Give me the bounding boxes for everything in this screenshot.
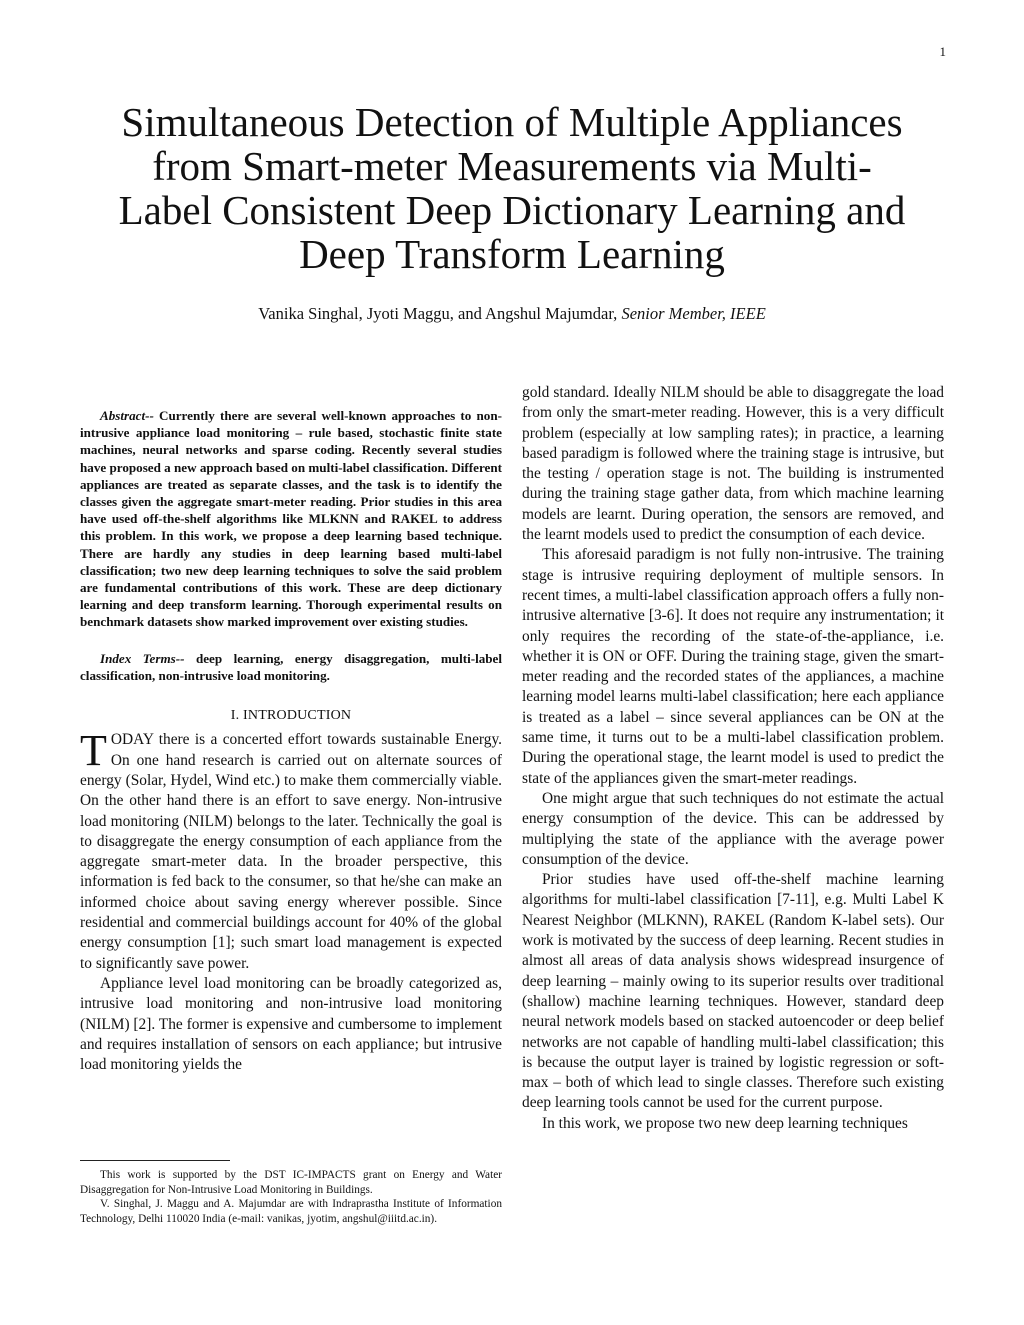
section-title-rest: NTRODUCTION xyxy=(247,708,352,724)
index-terms-text: deep learning, energy disaggregation, multi-label classification, non-intrusive load monitoring. xyxy=(80,650,502,683)
section-number: I. xyxy=(230,708,244,724)
title-line: Deep Transform Learning xyxy=(299,231,725,277)
paper-title xyxy=(80,100,944,276)
right-paragraph-4: Prior studies have used off-the-shelf machine learning algorithms for multi-label classification [7-11], e.g. Multi Label K Nearest Neighbor (MLKNN), RAKEL (Random K-label sets). Our work is motivated by the success of deep learning. Recent studies in almost all areas of data analysis shows widespread insurgence of deep learning – mainly owing to its superior results over traditional (shallow) machine learning techniques. However, standard deep neural network models based on stacked autoencoder or deep belief networks are not capable of handling multi-label classification; this is because the output layer is trained by logistic regression or soft-max – both of which lead to single classes. Therefore such existing deep learning tools cannot be used for the current purpose. xyxy=(522,871,944,1112)
footnotes xyxy=(80,1168,502,1226)
footnote-funding: This work is supported by the DST IC-IMPACTS grant on Energy and Water Disaggregation for Non-Intrusive Load Monitoring in Buildings. xyxy=(80,1169,502,1196)
abstract-text: Currently there are several well-known approaches to non-intrusive appliance load monitoring – rule based, stochastic finite state machines, neural networks and sparse coding. Recently several studies have proposed a new approach based on multi-label classification. Different appliances are treated as separate classes, and the task is to identify the classes given the aggregate smart-meter reading. Prior studies in this area have used off-the-shelf algorithms like MLKNN and RAKEL to address this problem. In this work, we propose a deep learning based technique. There are hardly any studies in deep learning based multi-label classification; two new deep learning techniques to solve the said problem are fundamental contributions of this work. These are deep dictionary learning and deep transform learning. Thorough experimental results on benchmark datasets show marked improvement over existing studies. xyxy=(80,408,502,630)
abstract xyxy=(80,407,502,631)
right-paragraph-1: gold standard. Ideally NILM should be able to disaggregate the load from only the smart-meter reading. However, this is a very difficult problem (especially at low sampling rates); in practice, a learning based paradigm is followed where the training stage is intrusive, but the testing / operation stage is not. The building is instrumented during the training stage gather data, from which machine learning models are learnt. During operation, the sensors are removed, and the learnt models used to predict the consumption of each device. xyxy=(522,384,944,544)
left-column xyxy=(80,407,502,1075)
footnote-affiliation: V. Singhal, J. Maggu and A. Majumdar are with Indraprastha Institute of Information Technology, Delhi 110020 India (e-mail: vanikas, jyotim, angshul@iiitd.ac.in). xyxy=(80,1198,502,1225)
author-names: Vanika Singhal, Jyoti Maggu, and Angshul Majumdar, xyxy=(258,304,622,323)
section-heading-introduction xyxy=(80,706,502,726)
index-terms xyxy=(80,650,502,684)
footnote-divider xyxy=(80,1160,230,1161)
page-number: 1 xyxy=(939,44,946,59)
title-line: Label Consistent Deep Dictionary Learning and xyxy=(118,187,906,233)
abstract-label: Abstract-- xyxy=(100,408,154,423)
right-paragraph-2: This aforesaid paradigm is not fully non-intrusive. The training stage is intrusive requiring deployment of multiple sensors. In recent times, a multi-label classification approach offers a fully non-intrusive alternative [3-6]. It does not require any instrumentation; it only requires the recording of the state-of-the-appliance, i.e. whether it is ON or OFF. During the training stage, given the smart-meter reading and the recorded states of the appliances, a machine learning model learns multi-label classification; here each appliance is treated as a label – since several appliances can be ON at the same time, it turns out to be a multi-label classification problem. During the operational stage, the learnt model is used to predict the state of the appliances given the smart-meter readings. xyxy=(522,546,944,787)
right-paragraph-3: One might argue that such techniques do not estimate the actual energy consumption of the device. This can be addressed by multiplying the state of the appliance with the average power consumption of the device. xyxy=(522,789,944,868)
drop-cap: T xyxy=(80,726,107,776)
author-line xyxy=(80,304,944,324)
right-paragraph-5: In this work, we propose two new deep learning techniques xyxy=(542,1114,908,1132)
section-first-letter: I xyxy=(243,708,248,724)
intro-paragraph-1 xyxy=(80,726,502,974)
author-affiliation: Senior Member, IEEE xyxy=(621,304,766,323)
intro-paragraph-1-text: ODAY there is a concerted effort towards sustainable Energy. On one hand research is carried out on alternate sources of energy (Solar, Hydel, Wind etc.) to make them commercially viable. On the other hand there is an effort to save energy. Non-intrusive load monitoring (NILM) belongs to the later. Technically the goal is to disaggregate the energy consumption of each appliance from the aggregate smart-meter data. In the broader perspective, this information is fed back to the consumer, so that he/she can make an informed choice about saving energy wherever possible. Since residential and commercial buildings account for 40% of the global energy consumption [1]; such smart load management is expected to significantly save power. xyxy=(80,731,502,972)
intro-paragraph-2: Appliance level load monitoring can be broadly categorized as, intrusive load monitoring and non-intrusive load monitoring (NILM) [2]. The former is expensive and cumbersome to implement and requires installation of sensors on each appliance; but intrusive load monitoring yields the xyxy=(80,974,502,1074)
right-column xyxy=(522,383,944,1134)
title-line: from Smart-meter Measurements via Multi- xyxy=(152,143,872,189)
index-terms-label: Index Terms-- xyxy=(100,650,185,666)
title-line: Simultaneous Detection of Multiple Appliances xyxy=(121,99,903,145)
